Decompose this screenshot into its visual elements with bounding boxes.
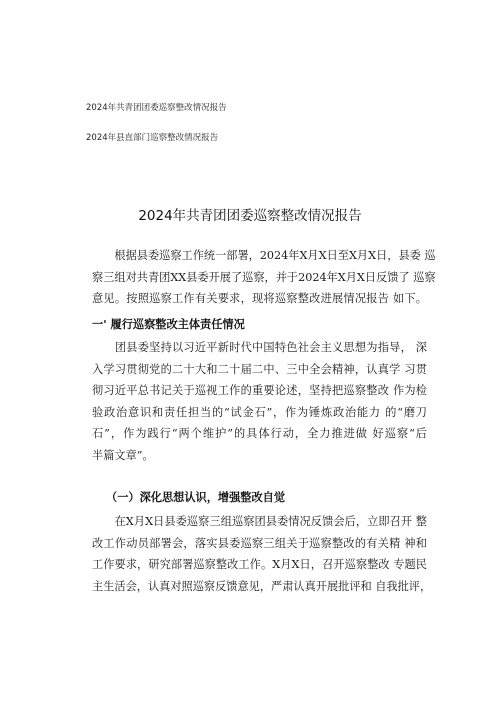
paragraph-line: 半篇文章”。: [92, 448, 154, 462]
paragraph-line: 在X月X日县委巡察三组巡察团县委情况反馈会后，立即召开 整: [92, 515, 427, 528]
document-title: 2024年共青团团委巡察整改情况报告: [138, 208, 362, 224]
paragraph-line: 入学习贯彻党的二十大和二十届二中、三中全会精神，认真学 习贯: [92, 362, 427, 376]
paragraph-line: 工作要求，研究部署巡察整改工作。X月X日，召开巡察整改 专题民: [92, 558, 427, 571]
paragraph-line: 团县委坚持以习近平新时代中国特色社会主义思想为指导， 深: [92, 341, 427, 354]
subsection-heading-1: （一）深化思想认识，增强整改自觉: [106, 490, 286, 504]
section-heading-1: 一' 履行巡察整改主体责任情况: [92, 317, 245, 331]
toc-link-2[interactable]: 2024年县直部门巡察整改情况报告: [86, 133, 219, 143]
paragraph-line: 意见。按照巡察工作有关要求，现将巡察整改进展情况报告 如下。: [92, 292, 427, 305]
paragraph-line: 验政治意识和责任担当的“试金石”，作为锤炼政治能力 的“磨刀: [92, 405, 427, 419]
paragraph-2: [92, 337, 427, 466]
paragraph-line: 主生活会，认真对照巡察反馈意见，严肃认真开展批评和 自我批评，: [92, 579, 432, 593]
paragraph-3: [92, 511, 432, 597]
paragraph-line: 彻习近平总书记关于巡视工作的重要论述，坚持把巡察整改 作为检: [92, 384, 427, 397]
paragraph-line: 改工作动员部署会，落实县委巡察三组关于巡察整改的有关精 神和: [92, 536, 427, 550]
paragraph-line: 察三组对共青团XX县委开展了巡察，并于2024年X月X日反馈了 巡察: [92, 270, 436, 284]
paragraph-1: [92, 245, 436, 310]
toc-link-1[interactable]: 2024年共青团团委巡察整改情况报告: [86, 103, 227, 113]
paragraph-line: 石”，作为践行“两个维护”的具体行动，全力推进做 好巡察“后: [92, 427, 427, 440]
paragraph-line: 根据县委巡察工作统一部署，2024年X月X日至X月X日，县委 巡: [92, 249, 436, 262]
